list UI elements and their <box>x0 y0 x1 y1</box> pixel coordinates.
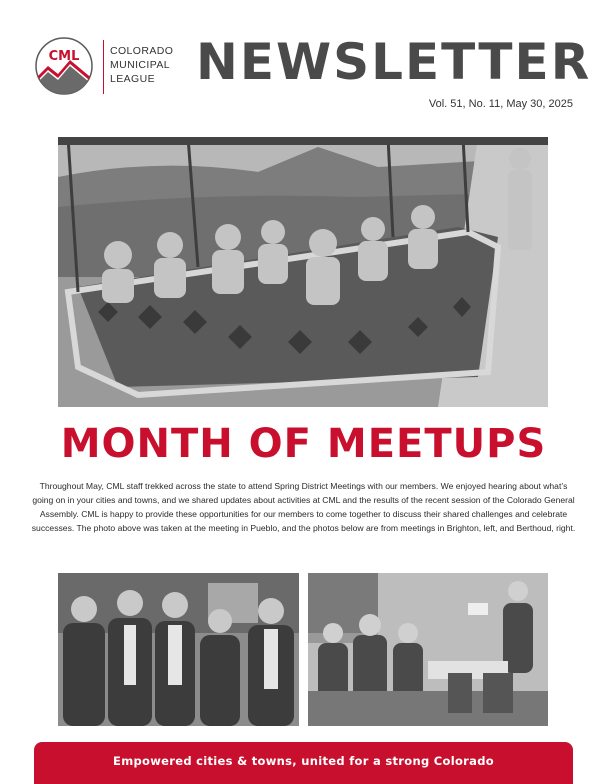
org-line-1: COLORADO <box>110 45 174 57</box>
footer-tagline-banner: Empowered cities & towns, united for a strong Colorado <box>34 742 573 784</box>
cml-logo <box>34 36 100 96</box>
org-line-2: MUNICIPAL <box>110 59 170 71</box>
photo-berthoud-meeting <box>308 573 548 726</box>
org-line-3: LEAGUE <box>110 73 155 85</box>
article-headline: MONTH OF MEETUPS <box>60 421 547 467</box>
masthead-title: NEWSLETTER <box>196 33 592 91</box>
logo-text: CML <box>48 49 80 64</box>
hero-photo-boat-group <box>58 137 548 407</box>
photo-brighton-group <box>58 573 299 726</box>
logo-divider <box>103 40 104 94</box>
article-body: Throughout May, CML staff trekked across the state to attend Spring District Meetings with our members. We enjoyed hearing about what’s going on in your cities and towns, and we shared updates about activities at CML and the results of the recent session of the Colorado General Assembly. CML is happy to provide these opportunities for our members to come together to discuss their shared challenges and celebrate successes. The photo above was taken at the meeting in Pueblo, and the photos below are from meetings in Brighton, left, and Berthoud, right. <box>31 481 576 533</box>
org-name <box>110 44 173 86</box>
issue-info: Vol. 51, No. 11, May 30, 2025 <box>428 98 573 110</box>
